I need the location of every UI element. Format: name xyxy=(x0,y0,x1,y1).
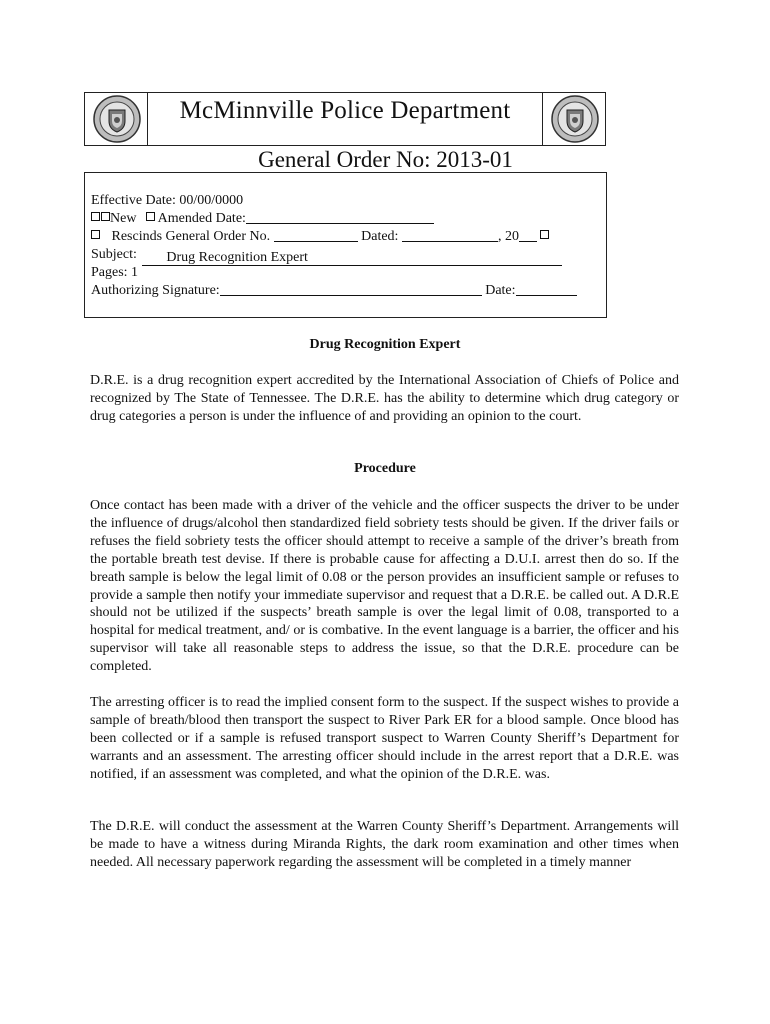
rescinds-order-field[interactable] xyxy=(274,229,358,242)
subject-label: Subject: xyxy=(91,247,137,262)
effective-date: Effective Date: 00/00/0000 xyxy=(91,193,244,208)
seal-left xyxy=(85,93,148,145)
subject-row xyxy=(91,247,562,266)
document-title: Drug Recognition Expert xyxy=(309,337,461,352)
date-label: Date: xyxy=(485,283,516,298)
department-name: McMinnville Police Department xyxy=(179,97,511,124)
seal-right xyxy=(542,93,605,145)
amended-date-field[interactable] xyxy=(246,211,434,224)
authorizing-label: Authorizing Signature: xyxy=(91,283,220,298)
new-checkbox[interactable] xyxy=(91,212,100,221)
subject-field[interactable] xyxy=(142,250,562,266)
new-checkbox-2[interactable] xyxy=(101,212,110,221)
amended-checkbox[interactable] xyxy=(146,212,155,221)
rescinds-row xyxy=(91,229,549,245)
procedure-paragraph-3: The D.R.E. will conduct the assessment at the Warren County Sheriff’s Department. Arrangements will be made to have a witness during Miranda Rights, the dark room examination and other times when needed. All necessary paperwork regarding the assessment will be completed in a timely manner xyxy=(90,819,679,870)
new-label: New xyxy=(110,211,137,226)
year-prefix: , 20 xyxy=(497,229,519,244)
dated-label: Dated: xyxy=(361,229,399,244)
amended-label: Amended Date: xyxy=(157,211,246,226)
police-seal-icon xyxy=(91,94,143,144)
new-amended-row xyxy=(91,211,434,227)
procedure-heading: Procedure xyxy=(354,461,416,476)
police-seal-icon xyxy=(549,94,601,144)
signature-field[interactable] xyxy=(220,283,482,296)
rescinds-checkbox[interactable] xyxy=(91,230,100,239)
subject-value: Drug Recognition Expert xyxy=(166,250,308,265)
signature-row xyxy=(91,283,577,299)
procedure-paragraph-2: The arresting officer is to read the implied consent form to the suspect. If the suspect wishes to provide a sample of breath/blood then transport the suspect to River Park ER for a blood sample. Once blood has been collected or if a sample is refused transport suspect to Warren County Sheriff’s Department for warrants and an assessment. The arresting officer should include in the arrest report that a D.R.E. was notified, if an assessment was completed, and what the opinion of the D.R.E. was. xyxy=(90,695,679,782)
procedure-paragraph-1: Once contact has been made with a driver of the vehicle and the officer suspects the driver to be under the influence of drugs/alcohol then standardized field sobriety tests should be given. If the driver fails or refuses the field sobriety tests the officer should attempt to receive a sample of the driver’s breath from the portable breath test devise. If there is probable cause for affecting a D.U.I. arrest then do so. If the breath sample is below the legal limit of 0.08 or the person provides an insufficient sample or refuses to provide a sample then notify your immediate supervisor and request that a D.R.E. be called out. A D.R.E should not be utilized if the suspects’ breath sample is over the legal limit of 0.08, transported to a hospital for medical treatment, and/ or is combative. In the event language is a barrier, the officer and his supervisor will take all reasonable steps to address the issue, so that the D.R.E. procedure can be completed. xyxy=(90,498,679,675)
dated-field[interactable] xyxy=(402,229,498,242)
rescinds-label: Rescinds General Order No. xyxy=(111,229,271,244)
pages: Pages: 1 xyxy=(91,265,139,280)
year-field[interactable] xyxy=(519,229,537,242)
letterhead xyxy=(84,92,606,146)
intro-paragraph: D.R.E. is a drug recognition expert accredited by the International Association of Chiefs of Police and recognized by The State of Tennessee. The D.R.E. has the ability to determine which drug category or drug categories a person is under the influence of and providing an opinion to the court. xyxy=(90,373,679,424)
signature-date-field[interactable] xyxy=(516,283,577,296)
general-order-number: General Order No: 2013-01 xyxy=(258,147,513,172)
order-info-box xyxy=(84,172,607,318)
year-checkbox[interactable] xyxy=(540,230,549,239)
